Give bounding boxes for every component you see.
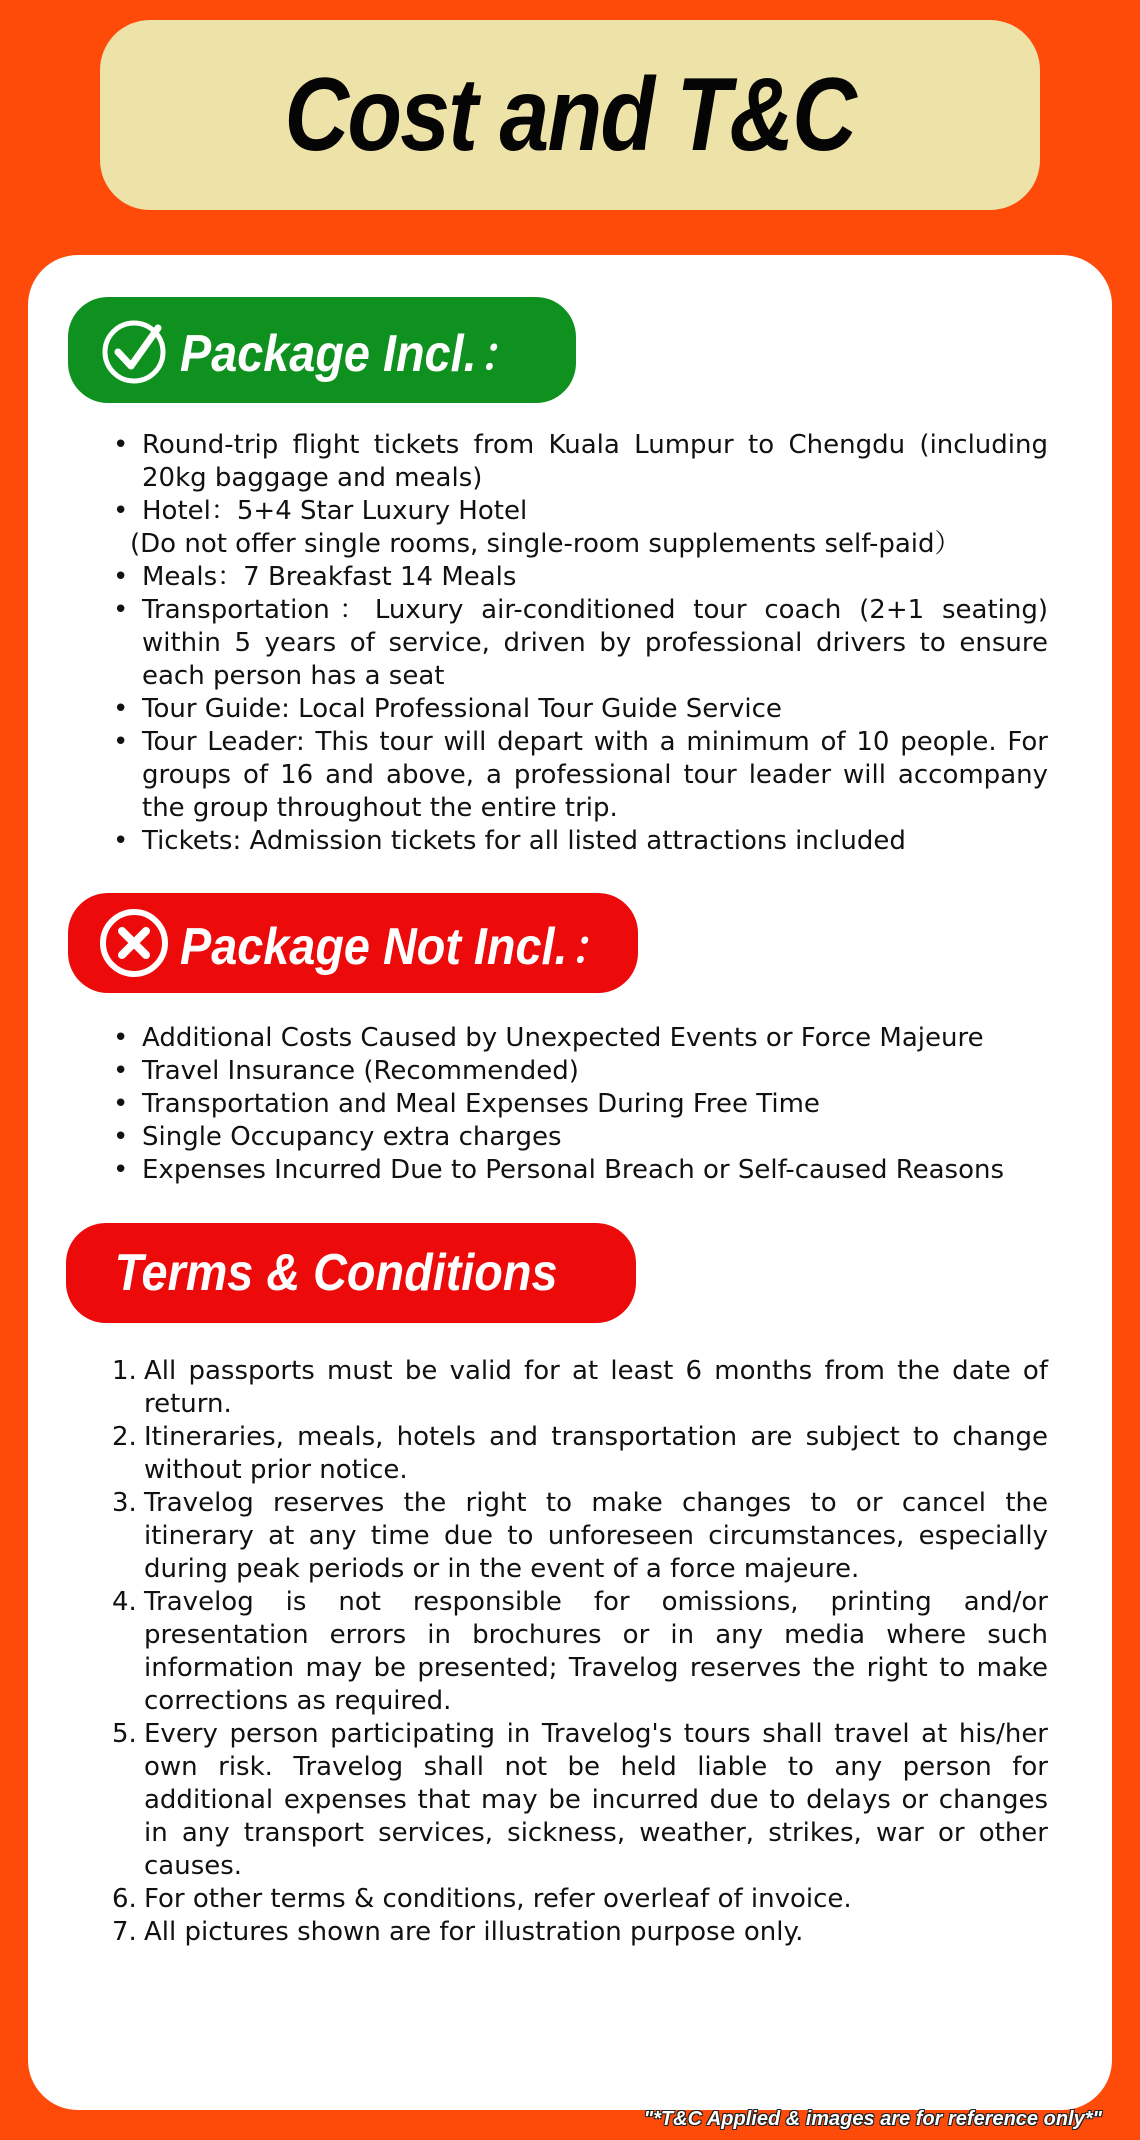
list-item: • Meals：7 Breakfast 14 Meals <box>78 561 1048 594</box>
package-included-title <box>180 316 522 385</box>
package-not-included-title-text: Package Not Incl. <box>180 917 568 976</box>
terms-item-text: All passports must be valid for at least 6 months from the date of return. <box>144 1356 1048 1419</box>
terms-item-number: 1. <box>112 1356 137 1386</box>
terms-item <box>78 1487 1048 1586</box>
terms-item <box>78 1883 1048 1916</box>
list-item: • Additional Costs Caused by Unexpected Events or Force Majeure <box>78 1022 1048 1055</box>
terms-item-text: Travelog reserves the right to make changes to or cancel the itinerary at any time due to unforeseen circumstances, especially during peak periods or in the event of a force majeure. <box>144 1488 1048 1584</box>
terms-item-number: 6. <box>112 1884 137 1914</box>
terms-item <box>78 1421 1048 1487</box>
list-item: • Expenses Incurred Due to Personal Breach or Self-caused Reasons <box>78 1154 1048 1187</box>
terms-item <box>78 1586 1048 1718</box>
terms-item-number: 4. <box>112 1587 137 1617</box>
package-not-included-list <box>78 1022 1048 1187</box>
content-card <box>28 255 1112 2110</box>
list-item-note: (Do not offer single rooms, single-room supplements self-paid） <box>130 529 961 559</box>
terms-item <box>78 1916 1048 1949</box>
terms-item-text: All pictures shown are for illustration purpose only. <box>144 1917 804 1947</box>
terms-item-text: Itineraries, meals, hotels and transportation are subject to change without prior notice. <box>144 1422 1048 1485</box>
package-not-included-header <box>68 893 638 993</box>
package-included-header <box>68 297 576 403</box>
title-banner <box>100 20 1040 210</box>
terms-item-text: Travelog is not responsible for omissions, printing and/or presentation errors in brochures or in any media where such information may be presented; Travelog reserves the right to make corrections as required. <box>144 1587 1048 1716</box>
package-included-title-text: Package Incl. <box>180 324 477 383</box>
package-not-included-title <box>180 909 613 978</box>
x-circle-icon <box>98 907 170 979</box>
terms-item <box>78 1355 1048 1421</box>
page-title: Cost and T&C <box>284 56 856 173</box>
terms-item-text: Every person participating in Travelog's tours shall travel at his/her own risk. Travelog shall not be held liable to any person for additional expenses that may be incurred due to delays or changes in any transport services, sickness, weather, strikes, war or other causes. <box>144 1719 1048 1881</box>
list-item: • Round-trip flight tickets from Kuala Lumpur to Chengdu (including 20kg baggage and meals) <box>78 429 1048 495</box>
footer-disclaimer: "*T&C Applied & images are for reference only*" <box>643 2108 1102 2130</box>
check-circle-icon <box>98 314 170 386</box>
terms-list <box>78 1355 1048 1949</box>
package-not-included-colon: ： <box>569 921 613 975</box>
terms-item-number: 7. <box>112 1917 137 1947</box>
terms-item-number: 2. <box>112 1422 137 1452</box>
package-included-list <box>78 429 1048 858</box>
list-item: • Travel Insurance (Recommended) <box>78 1055 1048 1088</box>
package-included-colon: ： <box>478 328 522 382</box>
terms-title: Terms & Conditions <box>114 1244 558 1302</box>
terms-item-number: 5. <box>112 1719 137 1749</box>
list-item: • Transportation and Meal Expenses During Free Time <box>78 1088 1048 1121</box>
list-item: • Transportation：Luxury air-conditioned tour coach (2+1 seating) within 5 years of service, driven by professional drivers to ensure each person has a seat <box>78 594 1048 693</box>
terms-item-text: For other terms & conditions, refer overleaf of invoice. <box>144 1884 852 1914</box>
terms-item <box>78 1718 1048 1883</box>
list-item: • Tickets: Admission tickets for all listed attractions included <box>78 825 1048 858</box>
list-item: • Tour Guide: Local Professional Tour Guide Service <box>78 693 1048 726</box>
terms-item-number: 3. <box>112 1488 137 1518</box>
list-item: • Single Occupancy extra charges <box>78 1121 1048 1154</box>
list-item: • Tour Leader: This tour will depart with a minimum of 10 people. For groups of 16 and above, a professional tour leader will accompany the group throughout the entire trip. <box>78 726 1048 825</box>
list-item: • Hotel：5+4 Star Luxury Hotel <box>78 495 1048 528</box>
terms-header <box>66 1223 636 1323</box>
